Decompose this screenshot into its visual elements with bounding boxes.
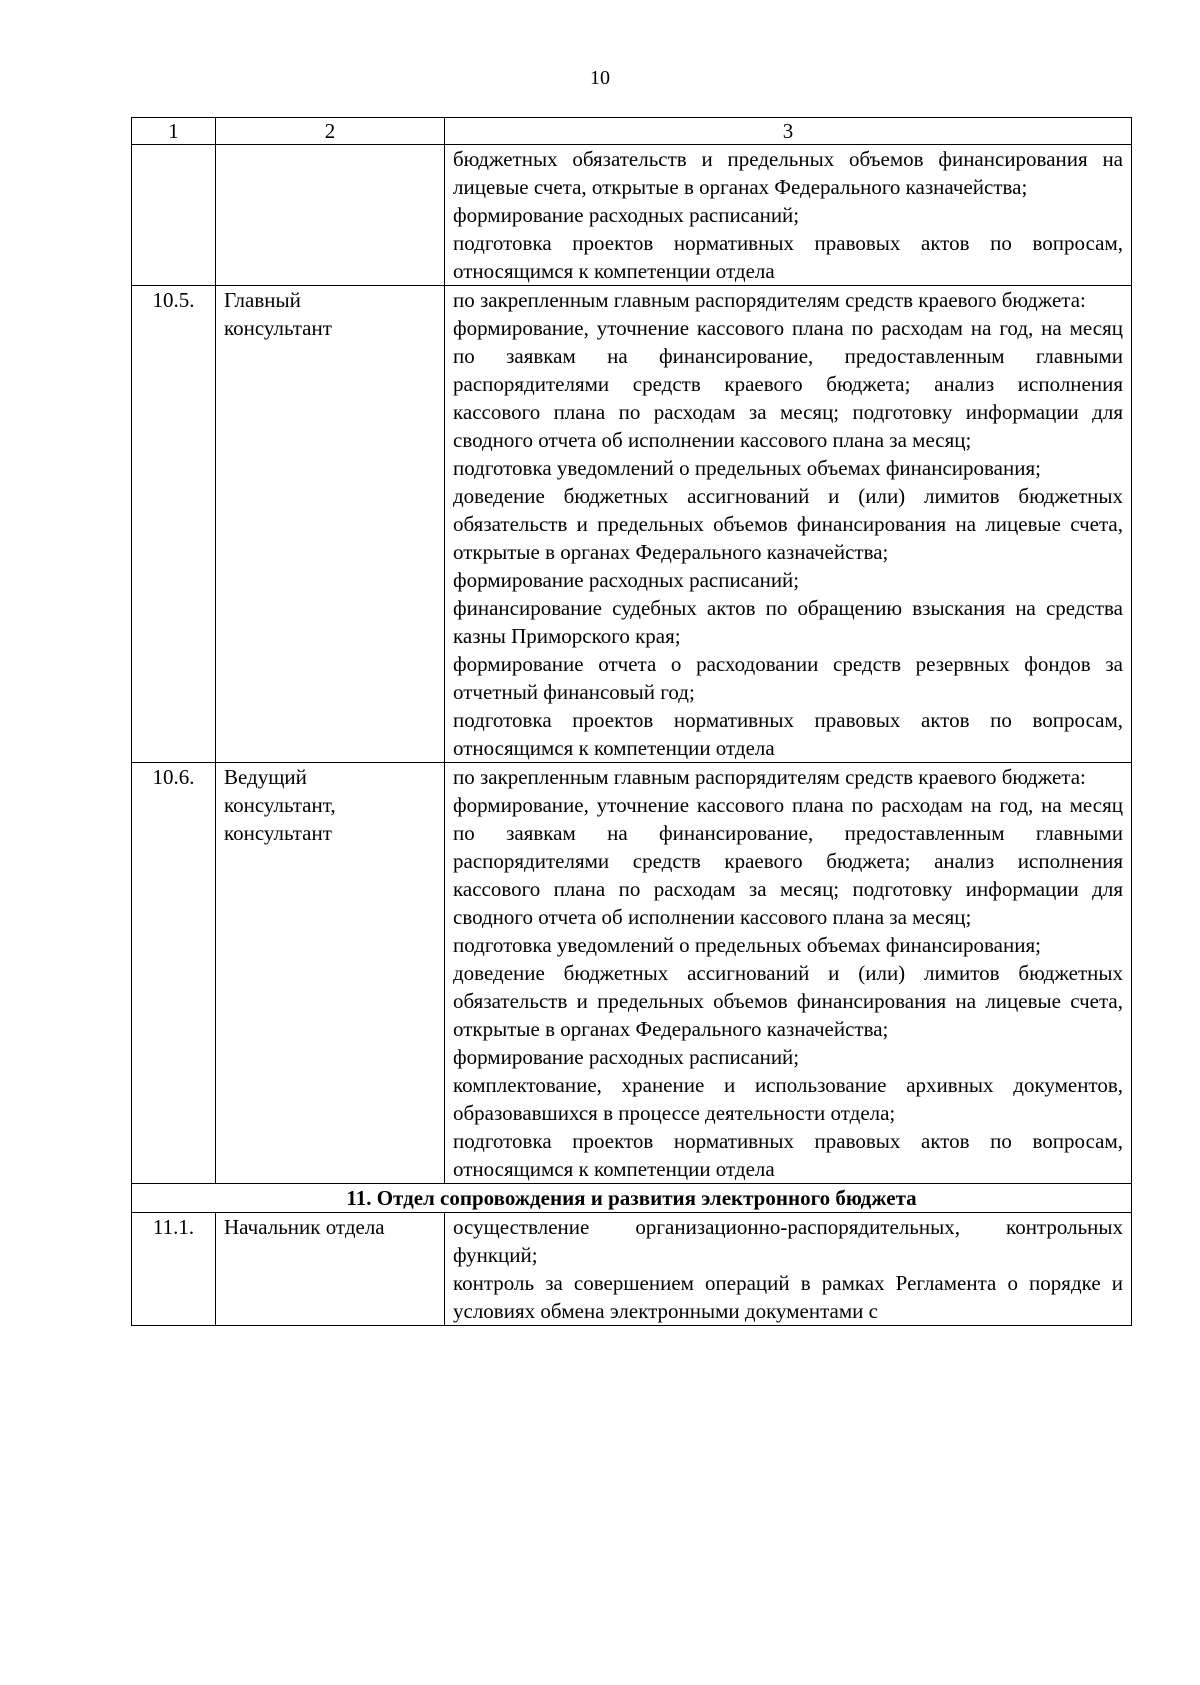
position-line: консультант (224, 316, 332, 340)
duty-paragraph: по закрепленным главным распорядителям средств краевого бюджета: (453, 288, 1086, 312)
table-header-row (132, 118, 1132, 145)
table-row (132, 1213, 1132, 1326)
table-row (132, 286, 1132, 763)
duty-paragraph: подготовка проектов нормативных правовых актов по вопросам, относящимся к компетенции отдела (453, 231, 1123, 283)
section-title: 11. Отдел сопровождения и развития электронного бюджета (132, 1184, 1132, 1213)
duty-paragraph: контроль за совершением операций в рамках Регламента о порядке и условиях обмена электронными документами с (453, 1271, 1123, 1323)
position-line: Главный (224, 288, 301, 312)
duty-paragraph: формирование расходных расписаний; (453, 568, 800, 592)
table-row (132, 145, 1132, 286)
row-number (132, 145, 216, 286)
position-line: Ведущий (224, 765, 307, 789)
row-number: 10.6. (132, 763, 216, 1184)
position-cell (216, 145, 445, 286)
duties-table (131, 117, 1132, 1326)
duty-paragraph: бюджетных обязательств и предельных объемов финансирования на лицевые счета, открытые в органах Федерального казначейства; (453, 147, 1123, 199)
duty-paragraph: формирование расходных расписаний; (453, 203, 800, 227)
position-line: Начальник отдела (224, 1215, 385, 1239)
duty-paragraph: формирование, уточнение кассового плана по расходам на год, на месяц по заявкам на финансирование, предоставленным главными распорядителями средств краевого бюджета; анализ исполнения кассового плана по расходам за месяц; подготовку информации для сводного отчета об исполнении кассового плана за месяц; (453, 316, 1123, 452)
duty-paragraph: доведение бюджетных ассигнований и (или) лимитов бюджетных обязательств и предельных объемов финансирования на лицевые счета, открытые в органах Федерального казначейства; (453, 961, 1123, 1041)
duties-cell (445, 145, 1132, 286)
position-cell (216, 286, 445, 763)
duty-paragraph: финансирование судебных актов по обращению взыскания на средства казны Приморского края; (453, 596, 1123, 648)
row-number: 11.1. (132, 1213, 216, 1326)
duty-paragraph: по закрепленным главным распорядителям средств краевого бюджета: (453, 765, 1086, 789)
position-line: консультант, (224, 793, 336, 817)
duty-paragraph: доведение бюджетных ассигнований и (или) лимитов бюджетных обязательств и предельных объемов финансирования на лицевые счета, открытые в органах Федерального казначейства; (453, 484, 1123, 564)
header-col-3: 3 (445, 118, 1132, 145)
duty-paragraph: подготовка уведомлений о предельных объемах финансирования; (453, 933, 1041, 957)
duty-paragraph: подготовка проектов нормативных правовых актов по вопросам, относящимся к компетенции отдела (453, 708, 1123, 760)
duty-paragraph: формирование отчета о расходовании средств резервных фондов за отчетный финансовый год; (453, 652, 1123, 704)
duties-cell (445, 286, 1132, 763)
section-row (132, 1184, 1132, 1213)
duty-paragraph: подготовка уведомлений о предельных объемах финансирования; (453, 456, 1041, 480)
duty-paragraph: комплектование, хранение и использование архивных документов, образовавшихся в процессе деятельности отдела; (453, 1073, 1123, 1125)
page-number: 10 (590, 67, 610, 89)
position-cell (216, 763, 445, 1184)
row-number: 10.5. (132, 286, 216, 763)
header-col-2: 2 (216, 118, 445, 145)
duties-cell (445, 763, 1132, 1184)
duty-paragraph: формирование, уточнение кассового плана по расходам на год, на месяц по заявкам на финансирование, предоставленным главными распорядителями средств краевого бюджета; анализ исполнения кассового плана по расходам за месяц; подготовку информации для сводного отчета об исполнении кассового плана за месяц; (453, 793, 1123, 929)
duty-paragraph: формирование расходных расписаний; (453, 1045, 800, 1069)
duty-paragraph: осуществление организационно-распорядительных, контрольных функций; (453, 1215, 1123, 1267)
table-row (132, 763, 1132, 1184)
duty-paragraph: подготовка проектов нормативных правовых актов по вопросам, относящимся к компетенции отдела (453, 1129, 1123, 1181)
position-cell (216, 1213, 445, 1326)
header-col-1: 1 (132, 118, 216, 145)
duties-cell (445, 1213, 1132, 1326)
position-line: консультант (224, 821, 332, 845)
